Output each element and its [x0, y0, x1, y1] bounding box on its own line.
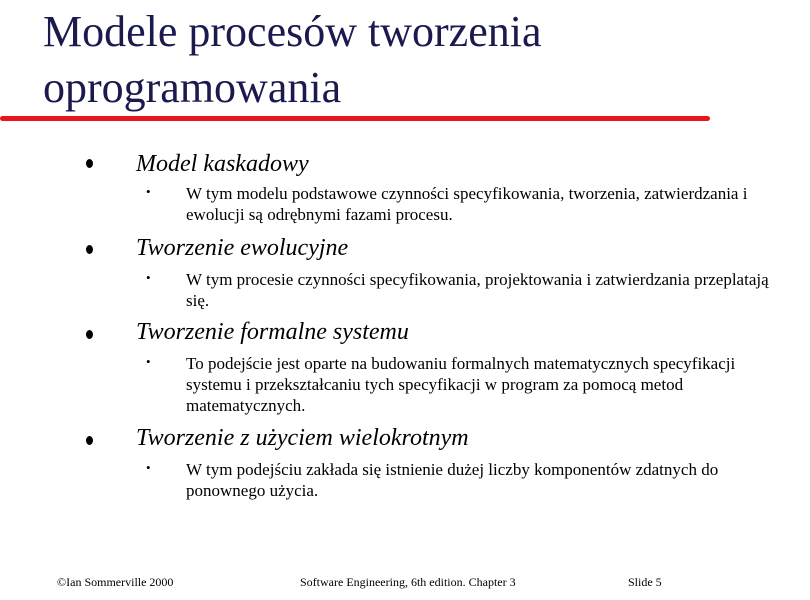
bullet-dot-icon: [86, 245, 93, 254]
bullet-heading: Tworzenie ewolucyjne: [136, 235, 349, 261]
sub-bullet-icon: •: [146, 460, 151, 475]
bullet-dot-icon: [86, 159, 93, 168]
bullet-dot-icon: [86, 330, 93, 339]
bullet-heading: Tworzenie formalne systemu: [136, 319, 409, 345]
bullet-dot-icon: [86, 436, 93, 445]
bullet-description: W tym podejściu zakłada się istnienie dużej liczby komponentów zdatnych do ponownego użycia.: [186, 460, 719, 500]
bullet-description: W tym modelu podstawowe czynności specyfikowania, tworzenia, zatwierdzania i ewolucji są odrębnymi fazami procesu.: [186, 184, 748, 224]
sub-bullet-icon: •: [146, 184, 151, 199]
title-line-2: oprogramowania: [43, 63, 342, 112]
sub-bullet-icon: •: [146, 270, 151, 285]
sub-bullet-icon: •: [146, 354, 151, 369]
footer-slide-number: Slide 5: [628, 575, 662, 589]
footer-copyright: ©Ian Sommerville 2000: [57, 575, 174, 589]
bullet-heading: Tworzenie z użyciem wielokrotnym: [136, 425, 469, 451]
bullet-description: W tym procesie czynności specyfikowania, projektowania i zatwierdzania przeplatają się.: [186, 270, 769, 310]
bullet-description: To podejście jest oparte na budowaniu formalnych matematycznych specyfikacji systemu i przekształcaniu tych specyfikacji w program za pomocą metod matematycznych.: [186, 354, 736, 415]
footer-book-title: Software Engineering, 6th edition. Chapter 3: [300, 575, 516, 589]
title-line-1: Modele procesów tworzenia: [43, 7, 542, 56]
bullet-heading: Model kaskadowy: [136, 151, 309, 177]
